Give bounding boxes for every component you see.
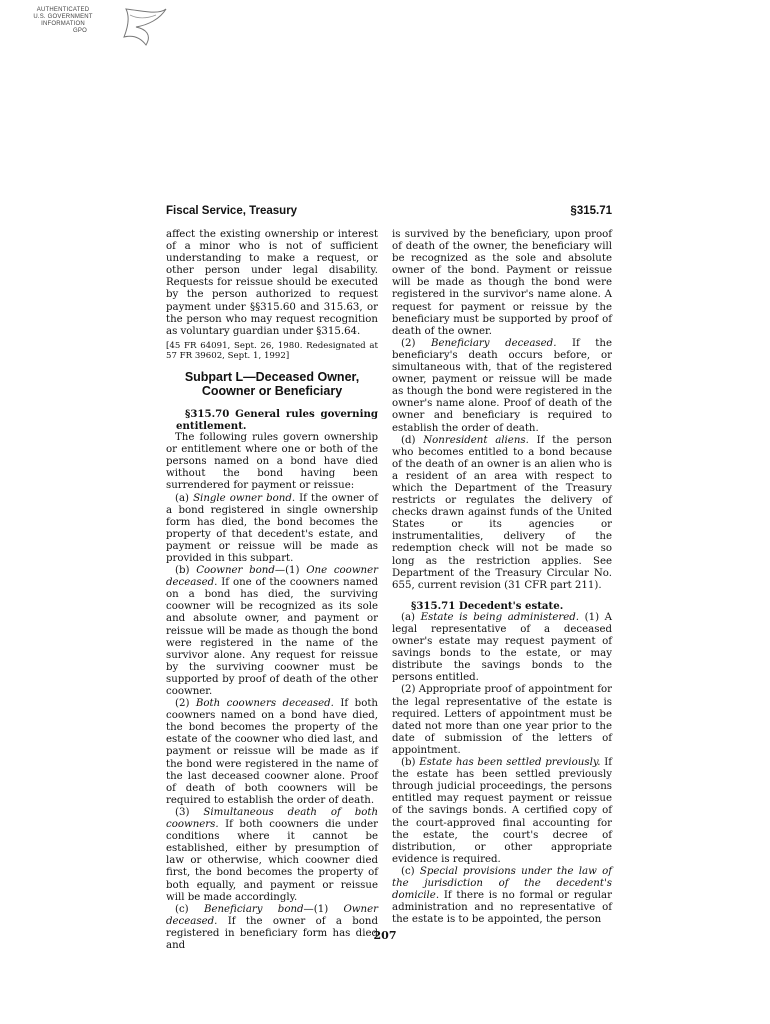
paragraph (166, 698, 378, 807)
running-head-section: §315.71 (570, 205, 612, 217)
paragraph (392, 757, 612, 866)
seal-line: U.S. GOVERNMENT (33, 14, 93, 20)
running-head-title: Fiscal Service, Treasury (166, 205, 298, 217)
para-text: If there is no formal or regular administration and no representative of the estate is to be appointed, the person (392, 890, 612, 926)
paragraph (166, 493, 378, 566)
para-italic: Estate is being administered. (420, 611, 580, 623)
eagle-icon (86, 5, 170, 51)
para-text: If the beneficiary's death occurs before, or simultaneous with, that of the registered owner, payment or reissue will be made as though the bond were registered in the owner's name alone. Proof of death of the owner and beneficiary is required to establish the order of death. (392, 337, 612, 434)
paragraph: The following rules govern ownership or entitlement where one or both of the persons named on a bond have died without the bond having been surrendered for payment or reissue: (166, 432, 378, 492)
section-heading-315-70: §315.70 General rules governing entitlement. (176, 407, 378, 432)
paragraph: (2) Appropriate proof of appointment for the legal representative of the estate is required. Letters of appointment must be dated not more than one year prior to the date of submission of the letters of appointment. (392, 684, 612, 756)
subpart-heading (166, 370, 378, 398)
paragraph (166, 565, 378, 698)
para-text: If the estate has been settled previously through judicial proceedings, the persons entitled may request payment or reissue of the savings bonds. A certified copy of the court-approved final accounting for the estate, the court's decree of distribution, or other appropriate evidence is required. (392, 757, 612, 865)
para-text: If the owner of a bond registered in beneficiary form has died and (166, 915, 378, 951)
para-italic: Beneficiary deceased. (430, 337, 557, 349)
paragraph: is survived by the beneficiary, upon proof of death of the owner, the beneficiary will be recognized as the sole and absolute owner of the bond. Payment or reissue will be made as though the bond were registered in the survivor's name alone. A request for payment or reissue by the beneficiary must be supported by proof of death of the owner. (392, 229, 612, 337)
para-italic: Single owner bond. (193, 492, 296, 504)
para-lead: (b) (175, 565, 197, 577)
para-text: —(1) (274, 565, 307, 577)
para-text: If both coowners die under conditions where it cannot be established, either by presumption of law or otherwise, which coowner died first, the bond becomes the property of both equally, and payment or reissue will be made accordingly. (166, 819, 378, 903)
para-italic: Nonresident aliens. (423, 434, 529, 446)
left-column (166, 229, 378, 952)
para-lead: (a) (401, 611, 421, 623)
para-italic: Special provisions under the law of the jurisdiction of the decedent's domicile. (392, 865, 612, 902)
para-lead: (c) (401, 865, 420, 877)
para-lead: (2) (401, 337, 431, 349)
para-italic: Both coowners deceased. (195, 698, 334, 710)
para-lead: (b) (401, 757, 420, 769)
para-italic: Coowner bond (196, 565, 275, 577)
subpart-heading-line: Coowner or Beneficiary (201, 383, 343, 398)
para-text: If both coowners named on a bond have died, the bond becomes the property of the estate of the coowner who died last, and payment or reissue will be made as if the bond were registered in the name of the last deceased coowner alone. Proof of death of both coowners will be required to establish the order of death. (166, 698, 378, 806)
paragraph (392, 866, 612, 926)
paragraph: affect the existing ownership or interest of a minor who is not of sufficient understanding to make a request, or other person under legal disability. Requests for reissue should be executed by the person authorized to request payment under §§315.60 and 315.63, or the person who may request recognition as voluntary guardian under §315.64. (166, 229, 378, 337)
para-italic: Owner deceased. (166, 903, 378, 927)
paragraph (392, 612, 612, 685)
paragraph (166, 904, 378, 952)
seal-line: INFORMATION (41, 21, 85, 27)
para-italic: Estate has been settled previously. (419, 757, 601, 769)
para-italic: Beneficiary bond (203, 903, 304, 915)
para-text: —(1) (303, 903, 344, 915)
paragraph (166, 807, 378, 904)
running-head (166, 205, 612, 221)
para-italic: One coowner deceased. (166, 565, 379, 589)
section-heading-315-71: §315.71 Decedent's estate. (411, 599, 564, 612)
citation: [45 FR 64091, Sept. 26, 1980. Redesignated at 57 FR 39602, Sept. 1, 1992] (166, 340, 378, 362)
right-column (392, 229, 612, 926)
seal-line: AUTHENTICATED (36, 7, 90, 13)
para-text: If the owner of a bond registered in single ownership form has died, the bond becomes the property of that decedent's estate, and payment or reissue will be made as provided in this subpart. (166, 492, 379, 564)
para-text: (1) A legal representative of a deceased owner's estate may request payment of savings bonds to the estate, or may distribute the savings bonds to the persons entitled. (392, 611, 613, 684)
para-lead: (3) (175, 806, 204, 818)
para-lead: (c) (175, 903, 204, 915)
gpo-authentication-seal (28, 5, 148, 50)
para-text: If one of the coowners named on a bond has died, the surviving coowner will be recognized as its sole and absolute owner, and payment or reissue will be made as though the bond were registered in the name of the survivor alone. Any request for reissue by the surviving coowner must be supported by proof of death of the other coowner. (166, 577, 378, 697)
paragraph (392, 435, 612, 592)
para-lead: (d) (401, 434, 424, 446)
para-text: If the person who becomes entitled to a bond because of the death of an owner is an alien who is a resident of an area with respect to which the Department of the Treasury restricts or regulates the delivery of checks drawn against funds of the United States or its agencies or instrumentalities, delivery of the redemption check will not be made so long as the restriction applies. See Department of the Treasury Circular No. 655, current revision (31 CFR part 211). (392, 434, 612, 591)
paragraph (392, 338, 612, 435)
para-lead: (2) (175, 698, 196, 710)
page-number: 207 (373, 929, 397, 942)
para-lead: (a) (175, 492, 194, 504)
subpart-heading-line: Subpart L—Deceased Owner, (184, 369, 360, 384)
seal-gpo: GPO (73, 28, 87, 34)
para-italic: Simultaneous death of both coowners. (166, 806, 379, 831)
